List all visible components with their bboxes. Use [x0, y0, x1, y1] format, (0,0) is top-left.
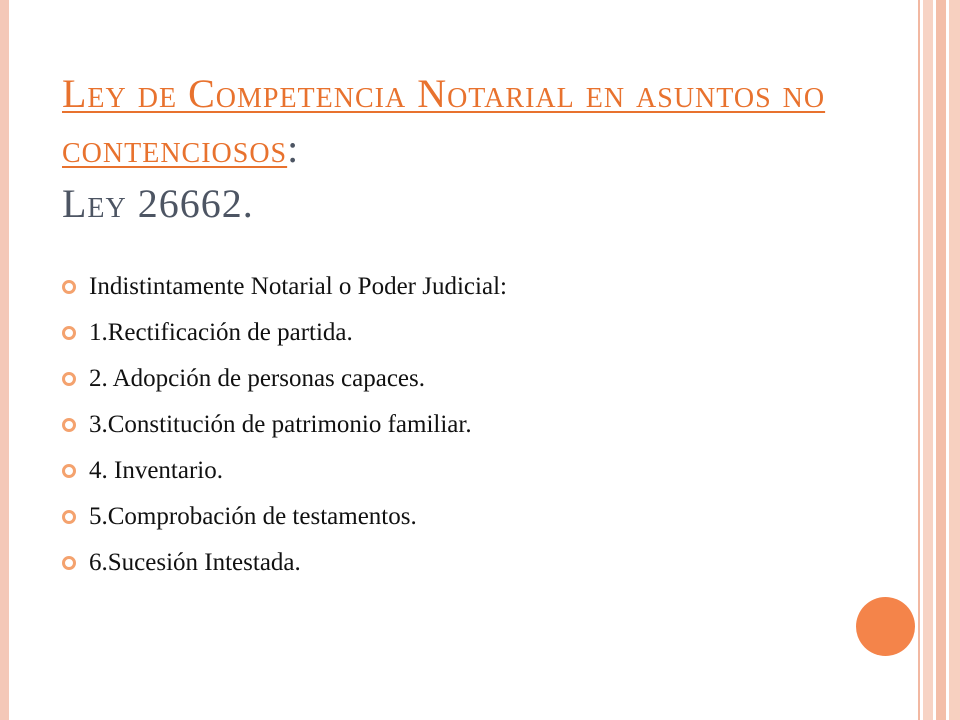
list-item — [62, 310, 507, 356]
list-item-text: 1.Rectificación de partida. — [89, 319, 353, 346]
list-item-text: 6.Sucesión Intestada. — [89, 549, 301, 576]
right-stripe-decoration — [915, 0, 960, 720]
ring-bullet-icon — [62, 280, 76, 294]
ring-bullet-icon — [62, 464, 76, 478]
title-link[interactable]: Ley de Competencia Notarial en asuntos no contenciosos — [62, 71, 826, 171]
list-item — [62, 540, 507, 586]
list-item — [62, 356, 507, 402]
left-frame-border — [0, 0, 9, 720]
list-item — [62, 402, 507, 448]
title-separator: : — [287, 126, 299, 171]
bullet-list — [62, 264, 507, 586]
ring-bullet-icon — [62, 556, 76, 570]
list-item — [62, 264, 507, 310]
list-item-text: 5.Comprobación de testamentos. — [89, 503, 417, 530]
list-item — [62, 494, 507, 540]
ring-bullet-icon — [62, 326, 76, 340]
list-item-text: 4. Inventario. — [89, 457, 223, 484]
slide-title — [62, 66, 842, 231]
title-tail: Ley 26662. — [62, 181, 254, 226]
orange-circle-decoration — [856, 597, 915, 656]
list-item — [62, 448, 507, 494]
ring-bullet-icon — [62, 372, 76, 386]
list-item-text: Indistintamente Notarial o Poder Judicial: — [89, 273, 507, 300]
list-item-text: 3.Constitución de patrimonio familiar. — [89, 411, 472, 438]
list-item-text: 2. Adopción de personas capaces. — [89, 365, 425, 392]
ring-bullet-icon — [62, 418, 76, 432]
ring-bullet-icon — [62, 510, 76, 524]
